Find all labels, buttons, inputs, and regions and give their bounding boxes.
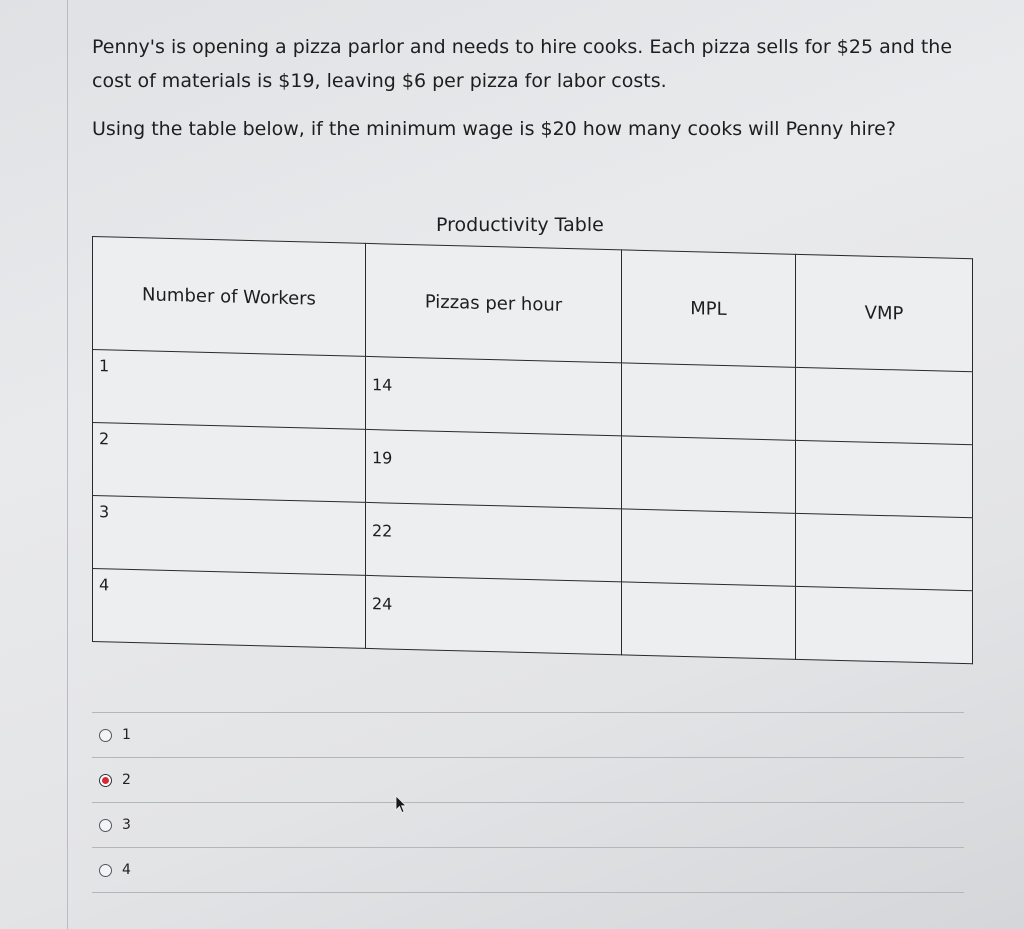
radio-button-selected[interactable] — [99, 774, 112, 787]
radio-button[interactable] — [99, 729, 112, 742]
workers-value: 3 — [99, 502, 110, 522]
cell-vmp — [796, 513, 973, 590]
pizzas-value: 24 — [372, 594, 393, 614]
cell-workers — [93, 423, 366, 503]
workers-value: 1 — [99, 356, 110, 376]
cell-mpl — [622, 436, 796, 513]
cell-mpl — [622, 582, 796, 659]
header-mpl: MPL — [622, 250, 796, 367]
answer-options — [92, 712, 964, 893]
question-line-1: Penny's is opening a pizza parlor and needs to hire cooks. Each pizza sells for $25 and the — [92, 36, 953, 58]
cell-pizzas — [366, 575, 622, 654]
cell-workers — [93, 496, 366, 576]
mpl-value — [622, 436, 795, 452]
productivity-table-wrapper — [92, 236, 973, 664]
cell-pizzas — [366, 356, 622, 435]
question-line-2: cost of materials is $19, leaving $6 per pizza for labor costs. — [92, 70, 667, 92]
mpl-value — [622, 363, 795, 379]
table-header-row — [93, 237, 973, 372]
pizzas-value: 22 — [372, 521, 393, 541]
table-title: Productivity Table — [436, 214, 604, 236]
question-prompt: Using the table below, if the minimum wage is $20 how many cooks will Penny hire? — [92, 118, 896, 140]
cell-vmp — [796, 367, 973, 444]
cell-vmp — [796, 440, 973, 517]
answer-option-label: 1 — [122, 727, 131, 743]
productivity-table — [92, 236, 973, 664]
vmp-value — [796, 514, 972, 530]
question-text — [92, 30, 972, 98]
answer-option-3[interactable] — [92, 802, 964, 847]
answer-option-label: 2 — [122, 772, 131, 788]
cell-pizzas — [366, 502, 622, 581]
mpl-value — [622, 582, 795, 598]
answer-option-label: 3 — [122, 817, 131, 833]
workers-value: 2 — [99, 429, 110, 449]
cell-workers — [93, 350, 366, 430]
answer-option-1[interactable] — [92, 712, 964, 757]
radio-button[interactable] — [99, 819, 112, 832]
pizzas-value: 19 — [372, 448, 393, 468]
cell-mpl — [622, 363, 796, 440]
cell-vmp — [796, 586, 973, 663]
mpl-value — [622, 509, 795, 525]
radio-button[interactable] — [99, 864, 112, 877]
cell-workers — [93, 569, 366, 649]
answer-option-label: 4 — [122, 862, 131, 878]
header-number-of-workers: Number of Workers — [93, 237, 366, 357]
pizzas-value: 14 — [372, 375, 393, 395]
vmp-value — [796, 441, 972, 457]
vmp-value — [796, 587, 972, 603]
vmp-value — [796, 368, 972, 384]
mouse-cursor-icon — [395, 795, 407, 815]
answer-option-2[interactable] — [92, 757, 964, 802]
workers-value: 4 — [99, 575, 110, 595]
header-pizzas-per-hour: Pizzas per hour — [366, 243, 622, 362]
cell-pizzas — [366, 429, 622, 508]
header-vmp: VMP — [796, 254, 973, 371]
answer-option-4[interactable] — [92, 847, 964, 893]
cell-mpl — [622, 509, 796, 586]
